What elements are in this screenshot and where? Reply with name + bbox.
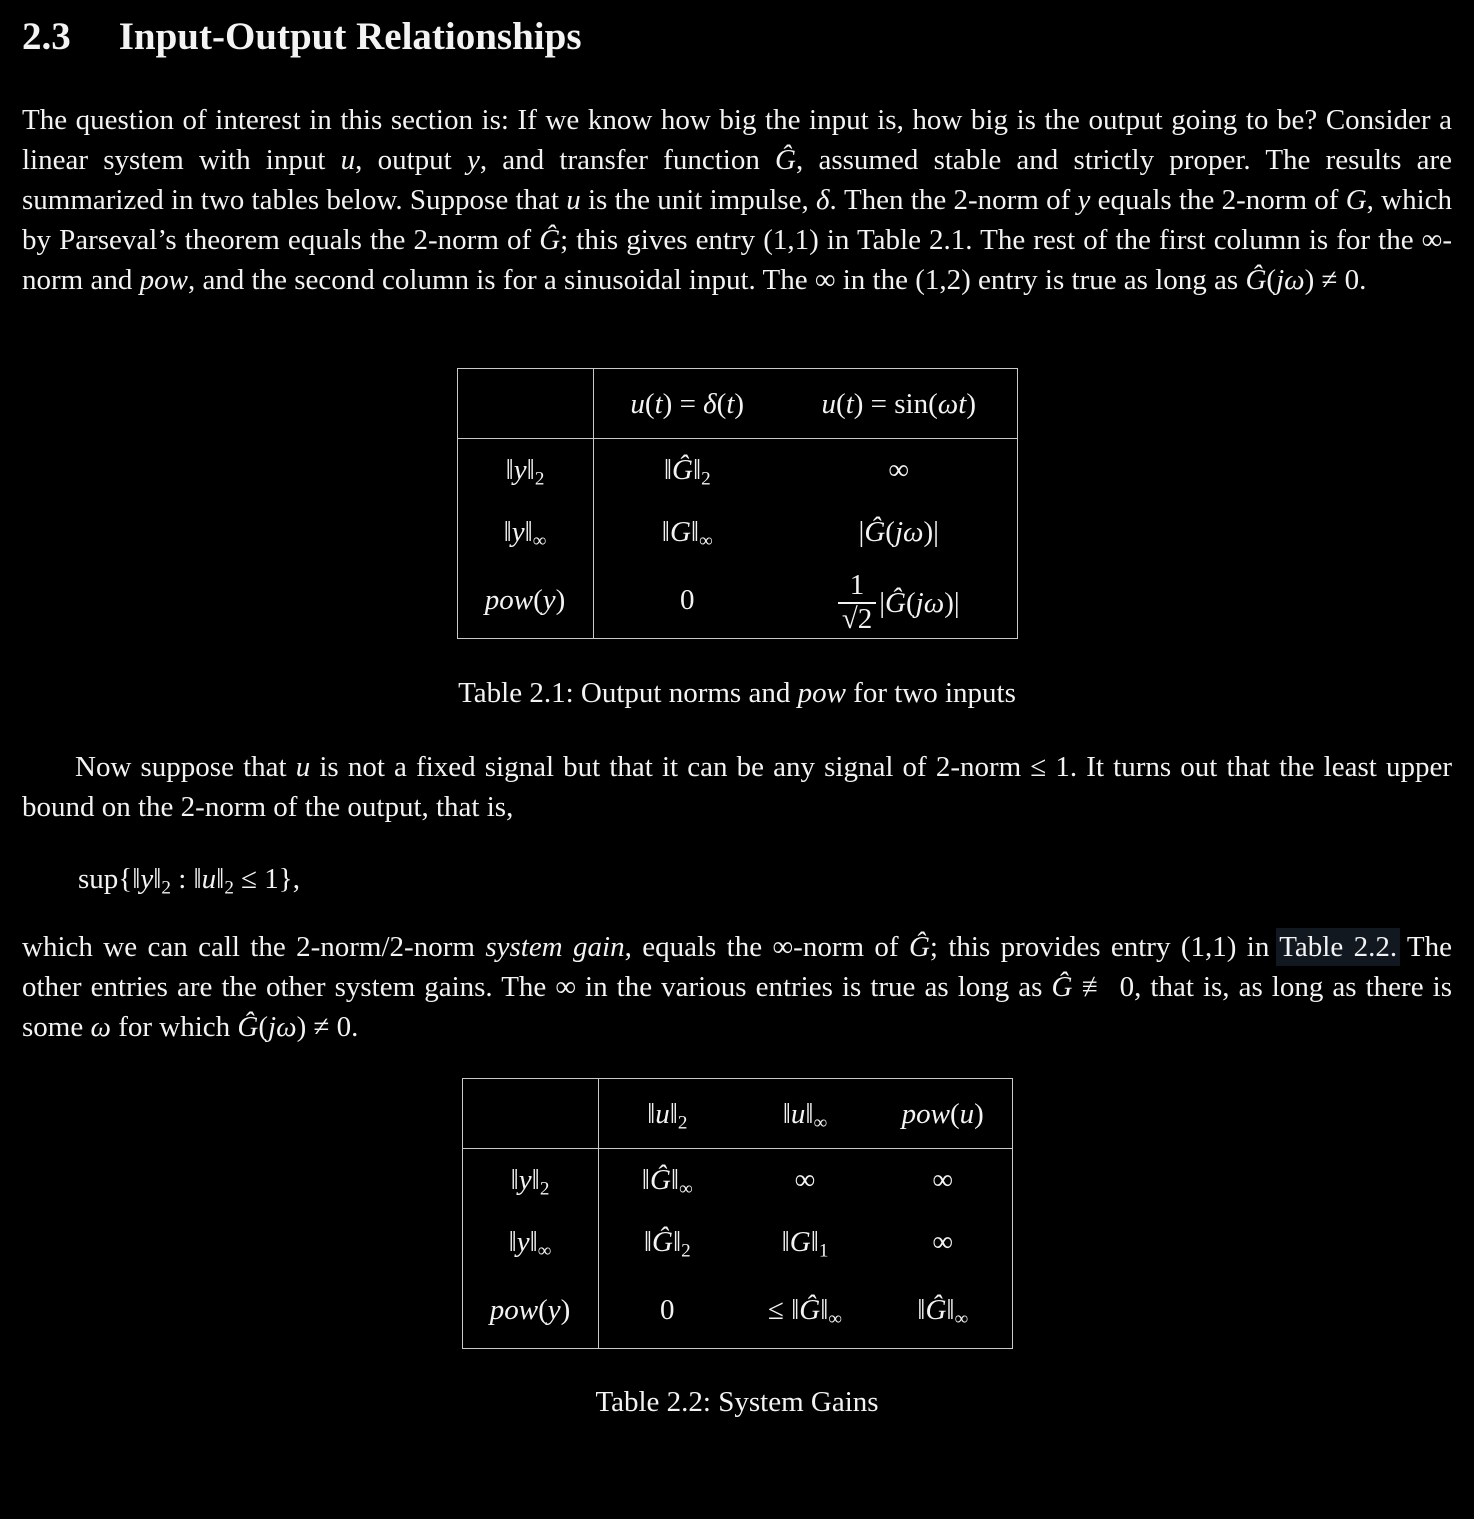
table-2-2-reference-link[interactable]: Table 2.2. [1279,931,1398,963]
table-2-2-row-yinf [462,1211,1012,1273]
section-number: 2.3 [22,15,71,58]
table-2-2-container [22,1078,1452,1349]
table-2-1-cell-yinf-sine: |Ĝ(jω)| [858,515,939,548]
table-2-1-row-pow [457,563,1017,639]
table-2-2-caption: Table 2.2: System Gains [595,1386,879,1418]
table-2-2-row-pow [462,1273,1012,1349]
table-2-2-header-uinf: $‖u‖_\infty$ [736,1079,874,1149]
table-2-1-cell-y2-sine: ∞ [888,453,910,486]
table-2-2-cell-yinf-powu: ∞ [932,1225,954,1258]
table-2-2-header-blank [462,1079,598,1149]
fraction-denominator: √2 [838,602,876,635]
section-heading [22,14,1452,60]
table-2-2-cell-y2-u2: $‖Ĝ‖_\infty$ [641,1163,693,1200]
table-2-1-header-blank [457,369,593,439]
table-2-2-cell-y2-powu: ∞ [932,1163,954,1196]
table-2-2-cell-yinf-u2: $‖Ĝ‖_2$ [643,1225,691,1261]
paragraph-2: Now suppose that u is not a fixed signal but that it can be any signal of 2-norm ≤ 1. It turns out that the least upper bound on the 2-norm of the output, that is, [22,751,1452,823]
table-2-2-cell-yinf-uinf: $‖G‖_1$ [781,1225,829,1261]
table-2-2-header-u2: $‖u‖_2$ [598,1079,736,1149]
table-2-2-cell-pow-u2: 0 [660,1294,675,1327]
table-2-1-cell-pow-impulse: 0 [680,584,695,617]
table-output-norms [457,368,1018,639]
table-2-1-cell-y2-impulse: $‖Ĝ‖_2$ [663,453,711,490]
table-2-2-header-powu: pow(u) [874,1079,1012,1149]
table-system-gains [462,1078,1013,1349]
table-2-1-row-yinf [457,501,1017,563]
fraction-numerator: 1 [849,569,865,602]
table-2-2-row-label-y2: $‖y‖_2$ [462,1149,598,1211]
gain-magnitude-expression: |Ĝ(jω)| [879,586,960,619]
display-equation: $sup\{‖y‖_2$ : $‖u‖_2 \le 1$}, [78,863,300,899]
table-2-1-cell-pow-sine [781,563,1017,639]
table-2-1-row-y2 [457,439,1017,501]
table-2-1-row-label-pow: pow(y) [457,563,593,639]
table-2-1-header-impulse-input: u(t) = δ(t) [593,369,781,439]
table-2-2-row-label-pow: pow(y) [462,1273,598,1349]
table-2-2-row-label-yinf: $‖y‖_\infty$ [462,1211,598,1273]
table-2-2-header-row [462,1079,1012,1149]
table-2-1-header-sine-input: u(t) = sin(ωt) [781,369,1017,439]
table-2-2-cell-pow-uinf: ≤ $‖Ĝ‖_\infty$ [767,1294,843,1330]
section-title: Input-Output Relationships [118,15,582,58]
table-2-2-cell-y2-uinf: ∞ [794,1163,816,1196]
table-2-1-container [22,368,1452,639]
table-2-2-row-y2 [462,1149,1012,1211]
table-2-1-row-label-yinf: $‖y‖_\infty$ [457,501,593,563]
table-2-1-caption: Table 2.1: Output norms and pow for two inputs [458,677,1016,709]
table-2-2-cell-pow-powu: $‖Ĝ‖_\infty$ [917,1294,969,1330]
table-2-1-row-label-y2: $‖y‖_2$ [457,439,593,501]
one-over-sqrt2-fraction [838,570,876,635]
paragraph-3: which we can call the 2-norm/2-norm system gain, equals the ∞-norm of Ĝ; this provides entry (1,1) in Table 2.2. The other entries are the other system gains. The ∞ in the various entries is true as long as Ĝ ≢ 0, that is, as long as there is some ω for which Ĝ(jω) ≠ 0. [22,931,1453,1043]
paragraph-1: The question of interest in this section is: If we know how big the input is, how big is the output going to be? Consider a linear system with input u, output y, and transfer function Ĝ, assumed stable and strictly proper. The results are summarized in two tables below. Suppose that u is the unit impulse, δ. Then the 2-norm of y equals the 2-norm of G, which by Parseval’s theorem equals the 2-norm of Ĝ; this gives entry (1,1) in Table 2.1. The rest of the first column is for the ∞-norm and pow, and the second column is for a sinusoidal input. The ∞ in the (1,2) entry is true as long as Ĝ(jω) ≠ 0. [22,104,1453,296]
table-2-1-cell-yinf-impulse: $‖G‖_\infty$ [661,515,713,551]
table-2-1-header-row [457,369,1017,439]
